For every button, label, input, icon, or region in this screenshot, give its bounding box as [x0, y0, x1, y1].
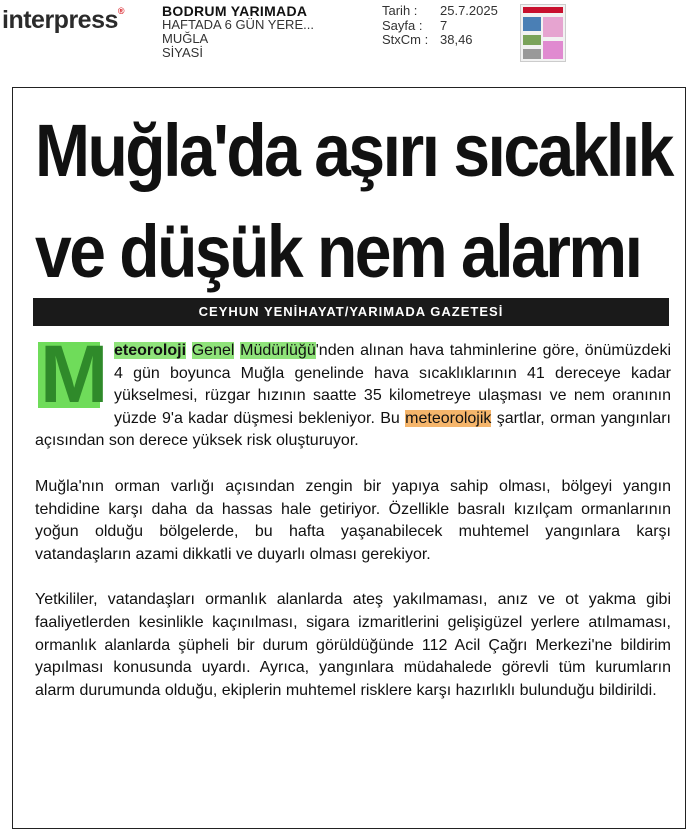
paragraph-1: M eteoroloji Genel Müdürlüğü'nden alınan hava tahminlerine göre, önümüzdeki 4 gün boyunca Muğla genelinde hava sıcaklıklarının 41 dereceye kadar yükselmesi, rüzgar hızının saatte 35 kilometreye ulaşması ve nem oranının yüzde 9'a kadar düşmesi bekleniyor. Bu meteorolojik şartlar, orman yangınları açısından son derece yüksek risk oluşturuyor. [35, 329, 672, 450]
meta-date-row: Tarih : 25.7.2025 [382, 3, 498, 18]
publication-category: SİYASİ [162, 45, 203, 60]
drop-cap: M [40, 329, 106, 420]
clip-info [162, 4, 314, 60]
highlight-term: Müdürlüğü [240, 342, 316, 359]
meta-stxcm-row: StxCm : 38,46 [382, 32, 473, 47]
paragraph-3: Yetkililer, vatandaşları ormanlık alanlarda ateş yakılmaması, anız ve ot yakma gibi faaliyetlerden kesinlikle kaçınılması, sigara izmaritlerini gelişigüzel yerlere atılmaması, ormanlık alanlarda şüpheli bir durum görüldüğünde 112 Acil Çağrı Merkezi'ne bildirim yapılması konusunda uyardı. Ayrıca, yangınlara müdahalede görevli tüm kurumların alarm durumunda olduğu, ekiplerin muhtemel risklere karşı hazırlıklı bulunduğu bildirildi. [35, 591, 671, 699]
highlight-term: Genel [191, 342, 235, 359]
article-body [35, 329, 672, 725]
publication-region: MUĞLA [162, 31, 209, 46]
article-byline: CEYHUN YENİHAYAT/YARIMADA GAZETESİ [33, 298, 669, 326]
interpress-logo: interpress® [2, 6, 125, 34]
meta-page-row: Sayfa : 7 [382, 17, 448, 33]
highlight-term: eteoroloji [114, 342, 187, 359]
article-headline: Muğla'da aşırı sıcaklık ve düşük nem alarmı [35, 108, 672, 293]
publication-frequency: HAFTADA 6 GÜN YERE... [162, 17, 314, 32]
clip-meta [382, 4, 498, 48]
paragraph-2: Muğla'nın orman varlığı açısından zengin bir yapıya sahip olması, bölgeyi yangın tehdidine karşı daha da hassas hale getiriyor. Özellikle basralı kızılçam ormanlarının yoğun olduğu bölgelerde, bu hafta yaşanabilecek muhtemel yangınlara karşı vatandaşların azami dikkatli ve duyarlı olması gerekiyor. [35, 477, 671, 563]
publication-name: BODRUM YARIMADA [162, 3, 308, 19]
highlight-term: meteorolojik [405, 409, 492, 427]
page-thumbnail[interactable] [520, 4, 566, 62]
